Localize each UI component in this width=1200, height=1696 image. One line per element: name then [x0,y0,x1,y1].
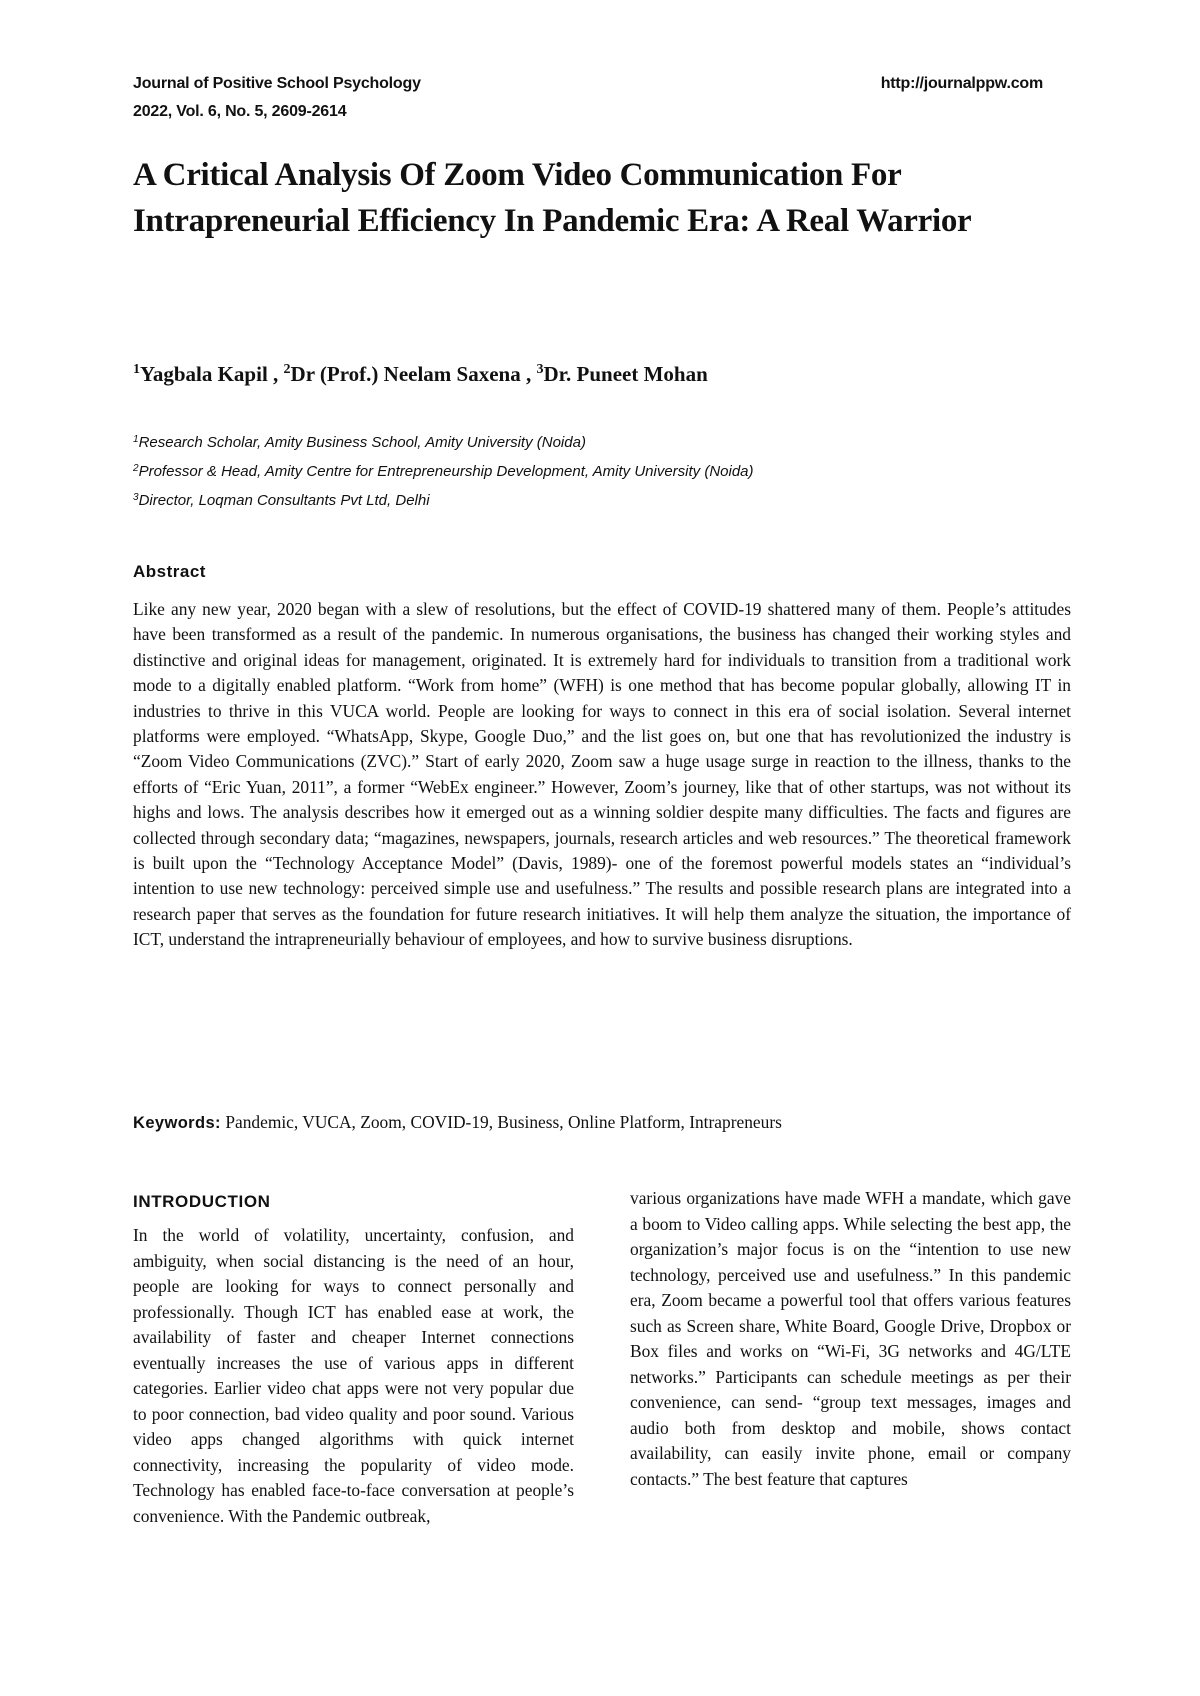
affiliation-2-sup: 2 [133,463,139,474]
author-1: Yagbala Kapil , [140,362,279,386]
abstract-heading: Abstract [133,562,206,581]
affiliation-3-sup: 3 [133,492,139,503]
volume-info: 2022, Vol. 6, No. 5, 2609-2614 [133,103,347,120]
journal-name: Journal of Positive School Psychology [133,75,421,92]
introduction-left-column: In the world of volatility, uncertainty, confusion, and ambiguity, when social distancing is the need of an hour, people are looking for ways to connect personally and professionally. Though ICT has enabled ease at work, the availability of faster and cheaper Internet connections eventually increases the use of various apps in different categories. Earlier video chat apps were not very popular due to poor connection, bad video quality and poor sound. Various video apps changed algorithms with quick internet connectivity, increasing the popularity of video mode. Technology has enabled face-to-face conversation at people’s convenience. With the Pandemic outbreak, [133,1225,574,1526]
affiliation-list [133,427,754,514]
affiliation-2-text: Professor & Head, Amity Centre for Entrepreneurship Development, Amity University (Noida) [138,463,754,480]
affiliation-3 [133,485,754,514]
journal-url[interactable]: http://journalppw.com [880,75,1043,92]
affiliation-1-sup: 1 [133,434,139,445]
author-1-sup: 1 [133,362,140,377]
abstract-text: Like any new year, 2020 began with a slew of resolutions, but the effect of COVID-19 shattered many of them. People’s attitudes have been transformed as a result of the pandemic. In numerous organisations, the business has changed their working styles and distinctive and original ideas for management, originated. It is extremely hard for individuals to transition from a traditional work mode to a digitally enabled platform. “Work from home” (WFH) is one method that has become popular globally, allowing IT in industries to thrive in this VUCA world. People are looking for ways to connect in this era of social isolation. Several internet platforms were employed. “WhatsApp, Skype, Google Duo,” and the list goes on, but one that has revolutionized the industry is “Zoom Video Communications (ZVC).” Start of early 2020, Zoom saw a huge usage surge in reaction to the illness, thanks to the efforts of “Eric Yuan, 2011”, a former “WebEx engineer.” However, Zoom’s journey, like that of other startups, was not without its highs and lows. The analysis describes how it emerged out as a winning soldier despite many difficulties. The facts and figures are collected through secondary data; “magazines, newspapers, journals, research articles and web resources.” The theoretical framework is built upon the “Technology Acceptance Model” (Davis, 1989)- one of the foremost powerful models states an “individual’s intention to use new technology: perceived simple use and usefulness.” The results and possible research plans are integrated into a research paper that serves as the foundation for future research initiatives. It will help them analyze the situation, the importance of ICT, understand the intrapreneurially behaviour of employees, and how to survive business disruptions. [133,599,1071,950]
author-3-sup: 3 [536,362,544,377]
paper-title: A Critical Analysis Of Zoom Video Communication For Intrapreneurial Efficiency In Pandemic Era: A Real Warrior [133,157,972,239]
introduction-right-column: various organizations have made WFH a mandate, which gave a boom to Video calling apps. While selecting the best app, the organization’s major focus is on the “intention to use new technology, perceived use and usefulness.” In this pandemic era, Zoom became a powerful tool that offers various features such as Screen share, White Board, Google Drive, Dropbox or Box files and works on “Wi-Fi, 3G networks and 4G/LTE networks.” Participants can schedule meetings as per their convenience, can send- “group text messages, images and audio both from desktop and mobile, shows contact availability, can easily invite phone, email or company contacts.” The best feature that captures [630,1188,1071,1489]
keywords-label: Keywords: [133,1114,221,1132]
affiliation-1-text: Research Scholar, Amity Business School, Amity University (Noida) [138,434,586,451]
affiliation-3-text: Director, Loqman Consultants Pvt Ltd, Delhi [138,492,430,509]
author-list [133,362,708,387]
affiliation-2 [133,456,754,485]
keywords [133,1112,1093,1133]
author-3: Dr. Puneet Mohan [543,362,708,386]
introduction-heading: INTRODUCTION [133,1192,271,1211]
keywords-text: Pandemic, VUCA, Zoom, COVID-19, Business, Online Platform, Intrapreneurs [225,1112,782,1132]
affiliation-1 [133,427,754,456]
author-2: Dr (Prof.) Neelam Saxena , [290,362,532,386]
author-2-sup: 2 [283,362,291,377]
